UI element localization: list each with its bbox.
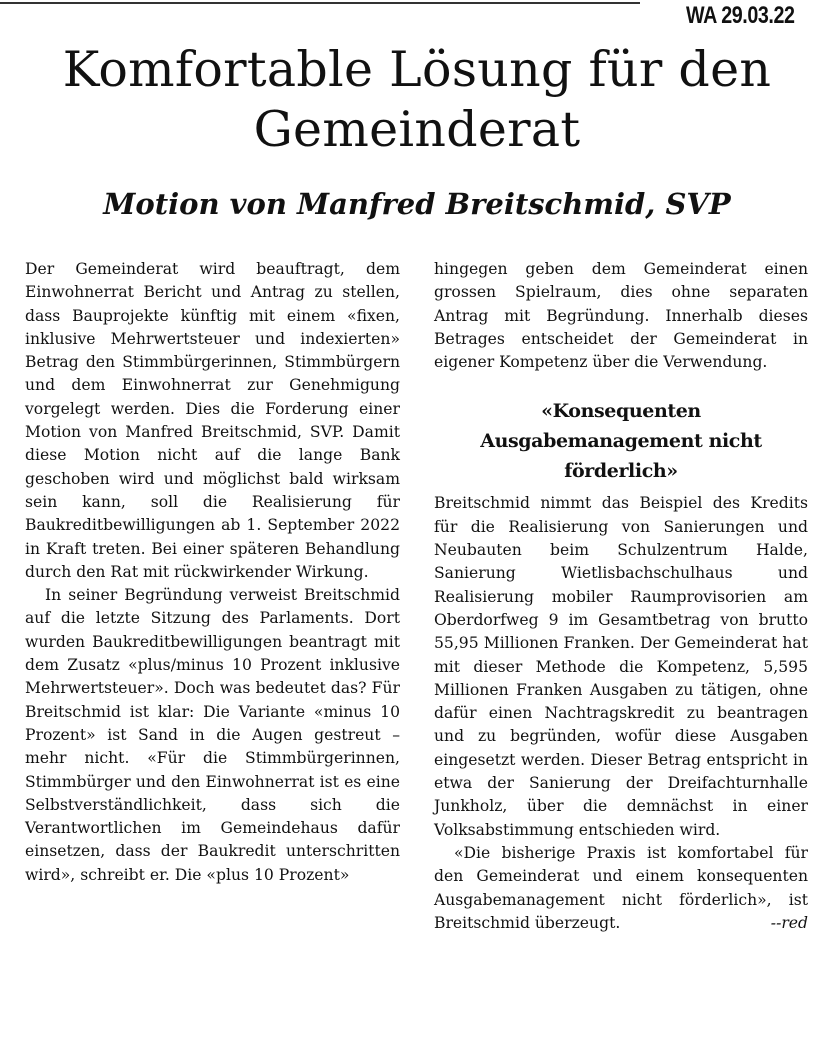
- top-rule: [0, 2, 640, 4]
- left-column: [25, 258, 400, 887]
- article-headline: Komfortable Lösung für den Gemeinderat: [62, 41, 772, 158]
- paragraph-quote: [434, 842, 808, 935]
- quote-text: «Die bisherige Praxis ist komfortabel für den Gemeinderat und einem konsequenten Ausgabemanagement nicht förderlich», ist Breitschmid überzeugt.: [434, 843, 808, 932]
- paragraph-intro: Der Gemeinderat wird beauftragt, dem Einwohnerrat Bericht und Antrag zu stellen, dass Bauprojekte künftig mit einem «fixen, inklusive Mehrwertsteuer und indexierten» Betrag den Stimmbürgerinnen, Stimmbürgern und dem Einwohnerrat zur Genehmigung vorgelegt werden. Dies die Forderung einer Motion von Manfred Breitschmid, SVP. Damit diese Motion nicht auf die lange Bank geschoben wird und möglichst bald wirksam sein kann, soll die Realisierung für Baukreditbewilligungen ab 1. September 2022 in Kraft treten. Bei einer späteren Behandlung durch den Rat mit rückwirkender Wirkung.: [25, 260, 400, 581]
- author-signoff: --red: [770, 913, 808, 932]
- article-subtitle: Motion von Manfred Breitschmid, SVP: [103, 187, 731, 221]
- date-stamp: WA 29.03.22: [686, 2, 795, 29]
- paragraph-example: Breitschmid nimmt das Beispiel des Kredits für die Realisierung von Sanierungen und Neubauten beim Schulzentrum Halde, Sanierung Wietlisbachschulhaus und Realisierung mobiler Raumprovisorien am Oberdorfweg 9 im Gesamtbetrag von brutto 55,95 Millionen Franken. Der Gemeinderat hat mit dieser Methode die Kompetenz, 5,595 Millionen Franken Ausgaben zu tätigen, ohne dafür einen Nachtragskredit zu beantragen und zu begründen, wofür diese Ausgaben eingesetzt werden. Dieser Betrag entspricht in etwa der Sanierung der Dreifachturnhalle Junkholz, über die demnächst in einer Volksabstimmung entschieden wird.: [434, 494, 808, 839]
- right-column: [434, 258, 808, 935]
- paragraph-reasoning: In seiner Begründung verweist Breitschmid auf die letzte Sitzung des Parlaments. Dort wurden Baukreditbewilligungen beantragt mit dem Zusatz «plus/minus 10 Prozent inklusive Mehrwertsteuer». Doch was bedeutet das? Für Breitschmid ist klar: Die Variante «minus 10 Prozent» ist Sand in die Augen gestreut – mehr nicht. «Für die Stimmbürgerinnen, Stimmbürger und den Einwohnerrat ist es eine Selbstverständlichkeit, dass sich die Verantwortlichen im Gemeindehaus dafür einsetzen, dass der Baukredit unterschritten wird», schreibt er. Die «plus 10 Prozent»: [25, 586, 400, 884]
- paragraph-continuation: hingegen geben dem Gemeinderat einen grossen Spielraum, dies ohne separaten Antrag mit Begründung. Innerhalb dieses Betrages entscheidet der Gemeinderat in eigener Kompetenz über die Verwendung.: [434, 260, 808, 372]
- section-subheading: «Konsequenten Ausgabemanagement nicht förderlich»: [480, 400, 762, 483]
